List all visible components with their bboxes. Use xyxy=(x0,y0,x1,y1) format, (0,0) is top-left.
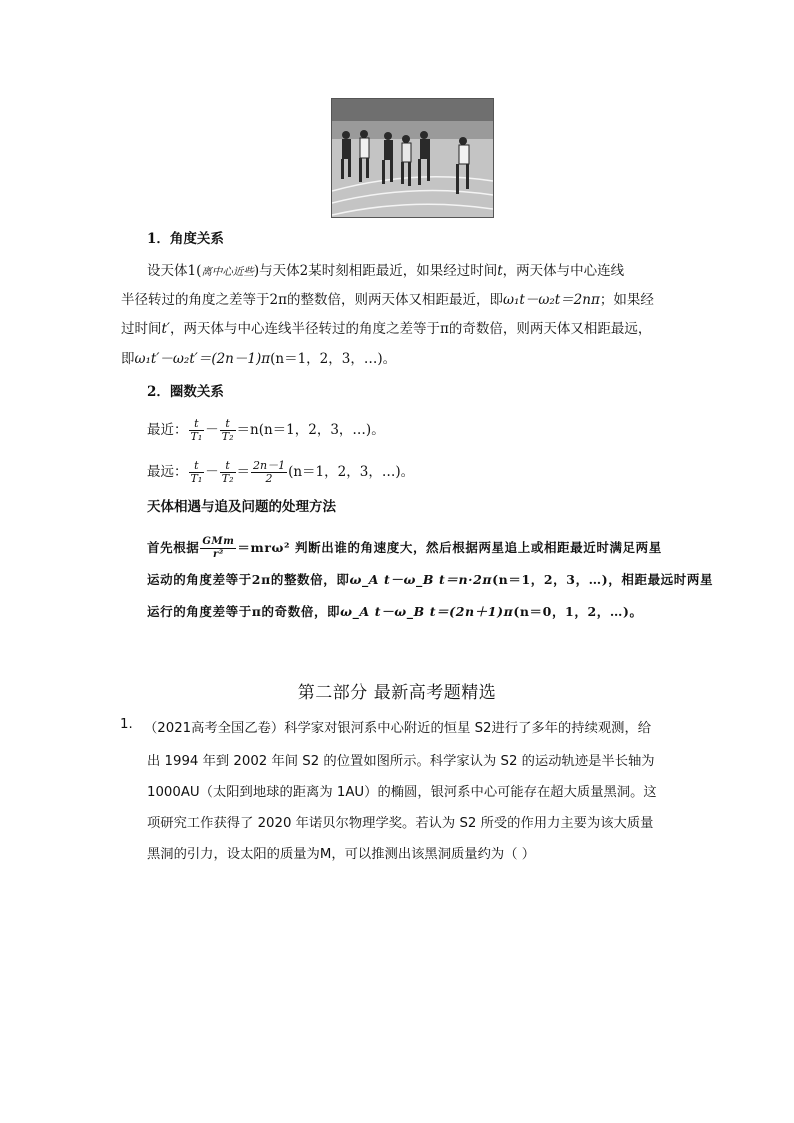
question-number: 1. xyxy=(120,717,133,732)
paragraph-line-1: 设天体1(离中心近些)与天体2某时刻相距最近，如果经过时间t，两天体与中心连线 xyxy=(147,263,625,279)
heading-cycle-relation: 2．圈数关系 xyxy=(147,384,224,400)
runners-photo xyxy=(331,98,494,218)
part-two-title: 第二部分 最新高考题精选 xyxy=(297,683,497,703)
question-line-4: 项研究工作获得了 2020 年诺贝尔物理学奖。若认为 S2 所受的作用力主要为该大质量 xyxy=(147,816,654,831)
heading-method: 天体相遇与追及问题的处理方法 xyxy=(147,499,336,515)
method-line-3: 运行的角度差等于π的奇数倍，即ω_A t－ω_B t＝(2n＋1)π(n＝0，1，2，…)。 xyxy=(147,604,643,619)
method-line-2: 运动的角度差等于2π的整数倍，即ω_A t－ω_B t＝n·2π(n＝1，2，3，…)，相距最远时两星 xyxy=(147,572,714,587)
paragraph-line-2: 半径转过的角度之差等于2π的整数倍，则两天体又相距最近，即ω₁t－ω₂t＝2nπ；如果经 xyxy=(121,292,654,308)
question-line-5: 黑洞的引力，设太阳的质量为M，可以推测出该黑洞质量约为（ ） xyxy=(147,847,536,862)
paragraph-line-4: 即ω₁t′－ω₂t′＝(2n－1)π(n＝1，2，3，…)。 xyxy=(121,351,397,367)
question-line-1: （2021高考全国乙卷）科学家对银河系中心附近的恒星 S2进行了多年的持续观测，给 xyxy=(144,721,652,736)
method-line-1: 首先根据 $\frac{\text{GMm}}{\text{r²}}$ ＝mrω² 判断出谁的角速度大，然后根据两星追上或相距最近时满足两星 xyxy=(147,536,662,560)
question-line-3: 1000AU（太阳到地球的距离为 1AU）的椭圆，银河系中心可能存在超大质量黑洞。这 xyxy=(147,785,657,800)
heading-angle-relation: 1．角度关系 xyxy=(147,231,224,247)
formula-nearest: 最近： $\frac{t}{\text{T₁}}$ － $\frac{t}{\text{T₂}}$ ＝n(n＝1，2，3，…)。 xyxy=(147,417,385,443)
formula-farthest: 最远： $\frac{t}{\text{T₁}}$ － $\frac{t}{\text{T₂}}$ ＝ $\frac{2n-1}{2}$ (n＝1，2，3，…)。 xyxy=(147,459,415,485)
question-line-2: 出 1994 年到 2002 年间 S2 的位置如图所示。科学家认为 S2 的运动轨迹是半长轴为 xyxy=(147,754,655,769)
paragraph-line-3: 过时间t′，两天体与中心连线半径转过的角度之差等于π的奇数倍，则两天体又相距最远， xyxy=(121,321,652,337)
